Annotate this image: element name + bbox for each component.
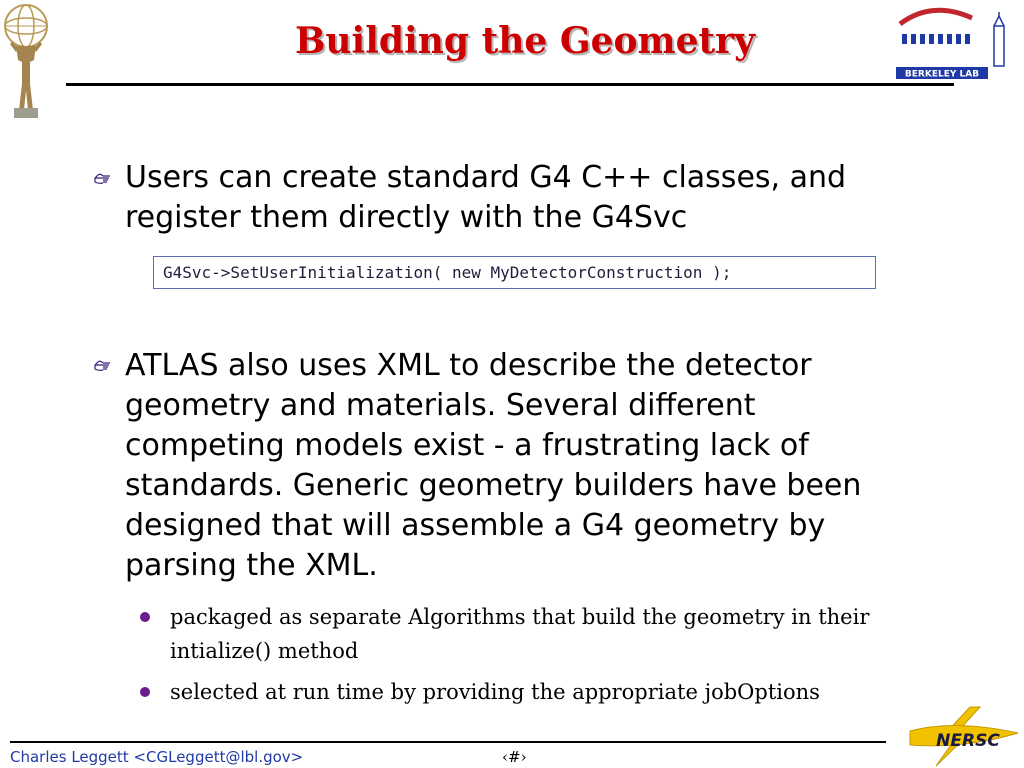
sub-bullet-line: selected at run time by providing the appropriate jobOptions — [170, 680, 820, 704]
bullet-line: parsing the XML. — [125, 548, 378, 583]
code-snippet: G4Svc->SetUserInitialization( new MyDetectorConstruction ); — [153, 256, 876, 289]
bullet-line: geometry and materials. Several different — [125, 388, 756, 423]
pointing-hand-icon — [94, 170, 112, 188]
bullet-line: standards. Generic geometry builders have been — [125, 468, 862, 503]
sub-bullet-1-text — [170, 600, 869, 668]
berkeley-lab-text: BERKELEY LAB — [904, 69, 980, 80]
sub-bullet-2-text — [170, 675, 820, 709]
page-number: ‹#› — [502, 748, 527, 766]
berkeley-lab-logo — [892, 4, 1014, 82]
bullet-line: ATLAS also uses XML to describe the detector — [125, 348, 812, 383]
sub-bullet-line: intialize() method — [170, 639, 359, 663]
bullet-line: register them directly with the G4Svc — [125, 200, 688, 235]
bullet-1-text — [125, 158, 846, 238]
nersc-text: NERSC — [936, 731, 1000, 751]
sub-bullet-dot — [140, 612, 150, 622]
title-divider — [66, 83, 954, 86]
sub-bullet-dot — [140, 687, 150, 697]
slide-title: Building the Geometry — [294, 20, 756, 62]
sub-bullet-line: packaged as separate Algorithms that build the geometry in their — [170, 605, 870, 629]
footer-divider — [10, 741, 886, 743]
bullet-line: competing models exist - a frustrating lack of — [125, 428, 809, 463]
bullet-line: designed that will assemble a G4 geometry by — [125, 508, 826, 543]
bullet-line: Users can create standard G4 C++ classes, and — [125, 160, 847, 195]
bullet-2-text — [125, 346, 861, 586]
footer-author: Charles Leggett <CGLeggett@lbl.gov> — [10, 748, 304, 766]
pointing-hand-icon — [94, 357, 112, 375]
nersc-logo — [884, 705, 1022, 768]
